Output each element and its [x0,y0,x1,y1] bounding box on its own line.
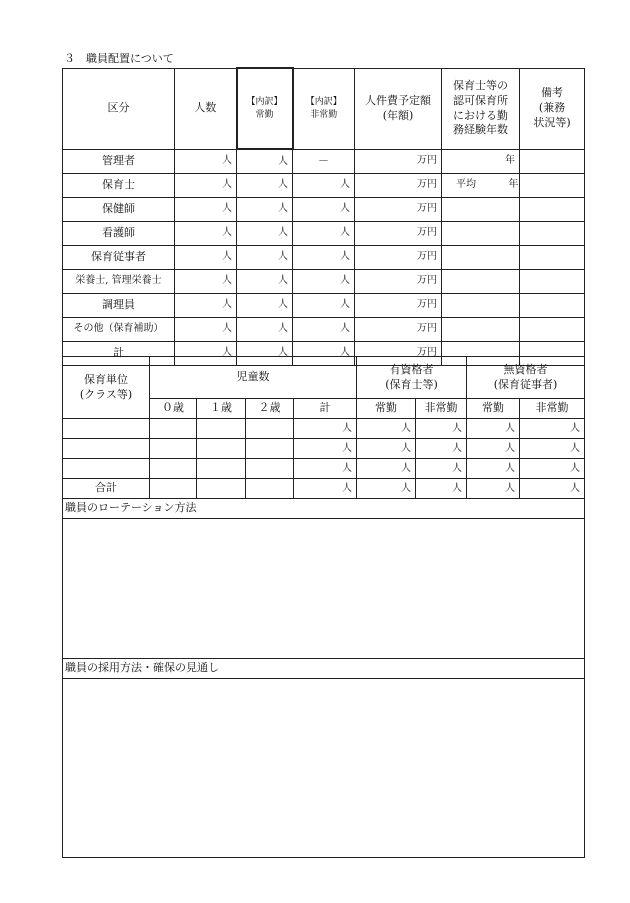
header-exp-4: 務経験年数 [453,123,508,137]
parttime-cell[interactable]: 人 [293,269,355,293]
header-total: 計 [294,399,357,419]
staff-category: 栄養士, 管理栄養士 [63,269,175,293]
header-experience [442,68,520,149]
cost-cell[interactable]: 万円 [355,245,442,269]
u-parttime-cell[interactable]: 人 [520,419,585,439]
staff-category: その他（保育補助） [63,317,175,341]
rotation-body-row [63,519,585,659]
staff-row [63,245,585,269]
staff-category: 保健師 [63,197,175,221]
age2-cell[interactable] [246,419,294,439]
average-label: 平均 [456,179,476,191]
header-parttime-label: 非常勤 [310,109,338,120]
recruitment-label: 職員の採用方法・確保の見通し [63,659,585,679]
u-parttime-cell[interactable]: 人 [520,479,585,499]
cost-cell[interactable]: 万円 [355,173,442,197]
q-fulltime-cell[interactable]: 人 [357,459,416,479]
staff-row [63,269,585,293]
header-age2: ２歳 [246,399,294,419]
age0-cell[interactable] [150,419,197,439]
header-count: 人数 [175,68,237,149]
age0-cell[interactable] [150,439,197,459]
staff-category: 調理員 [63,293,175,317]
header-unqualified [467,357,585,399]
staff-category: 看護師 [63,221,175,245]
header-q-fulltime: 常勤 [357,399,416,419]
age1-cell[interactable] [197,459,246,479]
experience-cell[interactable] [442,221,520,245]
remarks-cell[interactable] [520,269,585,293]
experience-cell[interactable] [442,197,520,221]
count-cell[interactable]: 人 [175,317,237,341]
count-cell[interactable]: 人 [175,269,237,293]
parttime-cell[interactable]: 人 [293,221,355,245]
u-fulltime-cell[interactable]: 人 [467,459,520,479]
count-cell[interactable]: 人 [175,245,237,269]
header-remarks-1: 備考 [541,86,563,100]
header-u-parttime: 非常勤 [520,399,585,419]
age1-cell[interactable] [197,419,246,439]
fulltime-cell[interactable]: 人 [237,269,293,293]
staff-table [62,67,585,366]
parttime-cell[interactable]: 人 [293,245,355,269]
u-fulltime-cell[interactable]: 人 [467,439,520,459]
parttime-cell[interactable]: 人 [293,341,355,365]
header-q-parttime: 非常勤 [416,399,467,419]
experience-cell[interactable] [442,293,520,317]
count-cell[interactable]: 人 [175,197,237,221]
header-exp-2: 認可保育所 [453,93,508,107]
fulltime-cell[interactable]: 人 [237,149,293,173]
cost-cell[interactable]: 万円 [355,269,442,293]
header-fulltime [237,68,293,149]
staff-row [63,221,585,245]
staff-row [63,173,585,197]
staff-category: 管理者 [63,149,175,173]
rotation-label: 職員のローテーション方法 [63,499,585,519]
q-parttime-cell[interactable]: 人 [416,459,467,479]
page-title: ３ 職員配置について [64,52,174,65]
rotation-text-area[interactable] [63,519,585,659]
header-qualified [357,357,467,399]
count-cell[interactable]: 人 [175,341,237,365]
total-cell[interactable]: 人 [294,479,357,499]
experience-cell[interactable] [442,245,520,269]
header-unqualified-1: 無資格者 [503,362,548,376]
age1-cell[interactable] [197,439,246,459]
u-parttime-cell[interactable]: 人 [520,439,585,459]
cost-cell[interactable]: 万円 [355,197,442,221]
q-fulltime-cell[interactable]: 人 [357,479,416,499]
age2-cell[interactable] [246,459,294,479]
class-row [63,419,585,439]
remarks-cell[interactable] [520,149,585,173]
cost-cell[interactable]: 万円 [355,149,442,173]
q-parttime-cell[interactable]: 人 [416,479,467,499]
cost-cell[interactable]: 万円 [355,341,442,365]
staff-row [63,149,585,173]
fulltime-cell[interactable]: 人 [237,293,293,317]
header-unit [63,357,150,419]
cost-cell[interactable]: 万円 [355,221,442,245]
remarks-cell[interactable] [520,245,585,269]
fulltime-cell[interactable]: 人 [237,173,293,197]
header-exp-3: における勤 [453,108,508,122]
staff-category: 保育士 [63,173,175,197]
grand-total-label: 合計 [63,479,150,499]
total-cell[interactable]: 人 [294,419,357,439]
staff-header-row [63,68,585,149]
parttime-cell[interactable]: 人 [293,317,355,341]
child-table [62,356,585,858]
header-naiyaku-2: 【内訳】 [305,97,342,108]
staff-category: 保育従事者 [63,245,175,269]
age2-cell[interactable] [246,439,294,459]
age1-cell[interactable] [197,479,246,499]
staff-row [63,293,585,317]
u-parttime-cell[interactable]: 人 [520,459,585,479]
remarks-cell[interactable] [520,293,585,317]
experience-cell[interactable] [442,317,520,341]
remarks-cell[interactable] [520,221,585,245]
parttime-cell[interactable]: 人 [293,197,355,221]
class-row [63,439,585,459]
fulltime-cell[interactable]: 人 [237,317,293,341]
q-parttime-cell[interactable]: 人 [416,419,467,439]
cost-cell[interactable]: 万円 [355,293,442,317]
remarks-cell[interactable] [520,317,585,341]
recruitment-body-row [63,679,585,858]
q-fulltime-cell[interactable]: 人 [357,419,416,439]
year-unit: 年 [508,179,519,191]
header-remarks [520,68,585,149]
header-category: 区分 [63,68,175,149]
grand-total-row [63,479,585,499]
header-unit-1: 保育単位 [84,372,128,386]
recruitment-header-row [63,659,585,679]
header-parttime [293,68,355,149]
remarks-cell[interactable] [520,173,585,197]
count-cell[interactable]: 人 [175,221,237,245]
header-exp-1: 保育士等の [453,78,508,92]
header-remarks-3: 状況等) [533,115,571,129]
total-cell[interactable]: 人 [294,439,357,459]
count-cell[interactable]: 人 [175,293,237,317]
age0-cell[interactable] [150,459,197,479]
class-name-cell[interactable] [63,439,150,459]
child-header-row-1 [63,357,585,399]
total-cell[interactable]: 人 [294,459,357,479]
age2-cell[interactable] [246,479,294,499]
class-name-cell[interactable] [63,419,150,439]
fulltime-cell[interactable]: 人 [237,221,293,245]
rotation-header-row [63,499,585,519]
header-age1: １歳 [197,399,246,419]
header-age0: ０歳 [150,399,197,419]
q-fulltime-cell[interactable]: 人 [357,439,416,459]
count-cell[interactable]: 人 [175,173,237,197]
staff-row [63,317,585,341]
header-unqualified-2: (保育従事者) [493,377,558,391]
u-fulltime-cell[interactable]: 人 [467,479,520,499]
parttime-cell: － [293,149,355,173]
cost-cell[interactable]: 万円 [355,317,442,341]
recruitment-text-area[interactable] [63,679,585,858]
header-qualified-1: 有資格者 [389,362,434,376]
header-child-count: 児童数 [150,357,357,399]
parttime-cell[interactable]: 人 [293,173,355,197]
class-name-cell[interactable] [63,459,150,479]
staff-category: 計 [63,341,175,365]
experience-cell[interactable] [442,269,520,293]
header-fulltime-label: 常勤 [255,109,274,120]
experience-cell[interactable] [442,173,520,197]
header-cost-1: 人件費予定額 [365,93,431,107]
header-naiyaku: 【内訳】 [246,97,283,108]
experience-cell[interactable]: 年 [442,149,520,173]
header-remarks-2: (兼務 [538,101,566,115]
age0-cell[interactable] [150,479,197,499]
fulltime-cell[interactable]: 人 [237,197,293,221]
header-unit-2: (クラス等) [79,387,133,401]
remarks-cell[interactable] [520,197,585,221]
count-cell[interactable]: 人 [175,149,237,173]
fulltime-cell[interactable]: 人 [237,245,293,269]
staff-row [63,197,585,221]
fulltime-cell[interactable]: 人 [237,341,293,365]
header-cost-2: (年額) [382,108,414,122]
parttime-cell[interactable]: 人 [293,293,355,317]
class-row [63,459,585,479]
u-fulltime-cell[interactable]: 人 [467,419,520,439]
header-cost [355,68,442,149]
header-qualified-2: (保育士等) [385,377,438,391]
q-parttime-cell[interactable]: 人 [416,439,467,459]
header-u-fulltime: 常勤 [467,399,520,419]
